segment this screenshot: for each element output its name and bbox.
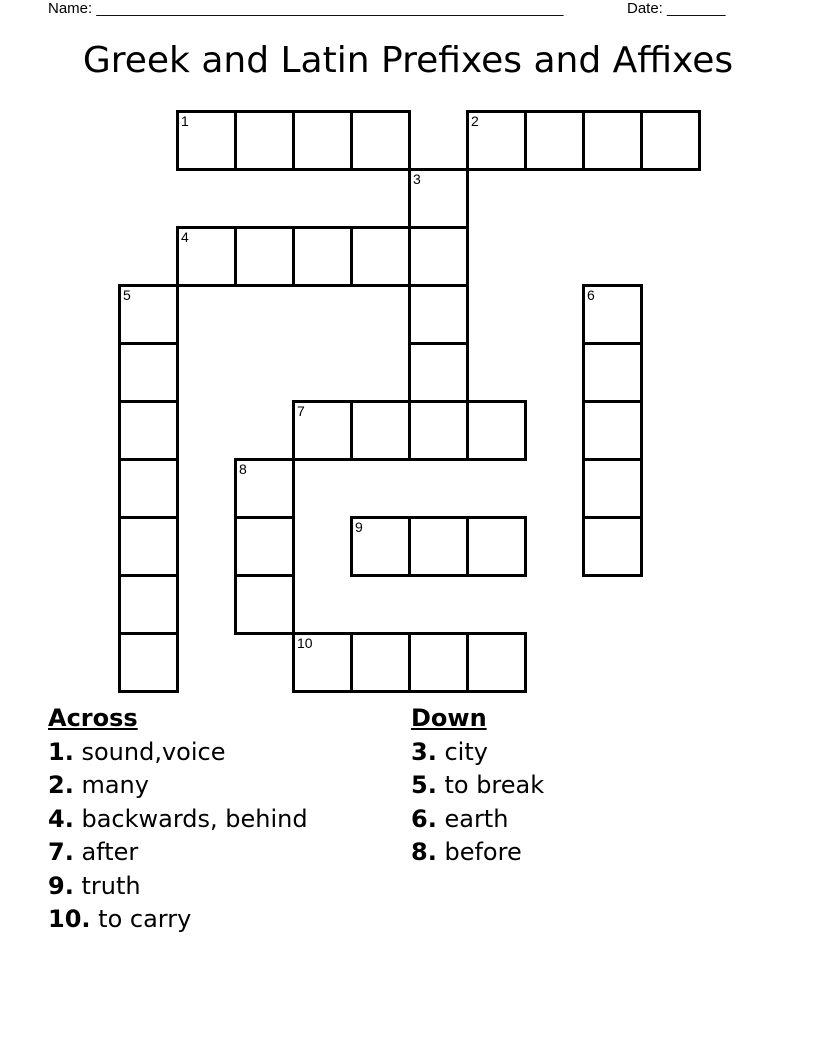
cell-number: 2 [471, 113, 479, 129]
crossword-cell[interactable] [118, 458, 179, 519]
crossword-cell[interactable] [234, 110, 295, 171]
clue-item [411, 803, 544, 837]
cell-number: 3 [413, 171, 421, 187]
crossword-cell[interactable] [118, 400, 179, 461]
crossword-cell[interactable] [582, 284, 643, 345]
crossword-cell[interactable] [176, 226, 237, 287]
clue-text: earth [444, 804, 509, 833]
date-field-label: Date: _______ [627, 0, 726, 17]
crossword-cell[interactable] [176, 110, 237, 171]
crossword-cell[interactable] [234, 226, 295, 287]
name-field-label: Name: ________________________________________________________ [48, 0, 564, 17]
cell-number: 1 [181, 113, 189, 129]
crossword-cell[interactable] [408, 226, 469, 287]
crossword-cell[interactable] [350, 632, 411, 693]
crossword-cell[interactable] [582, 400, 643, 461]
clue-number: 3. [411, 737, 437, 766]
crossword-cell[interactable] [582, 458, 643, 519]
clue-text: to break [444, 771, 545, 799]
down-clues [411, 702, 544, 870]
clue-text: sound,voice [81, 737, 226, 766]
cell-number: 5 [123, 287, 131, 303]
crossword-cell[interactable] [466, 400, 527, 461]
clue-item [48, 769, 308, 803]
crossword-cell[interactable] [292, 226, 353, 287]
cell-number: 9 [355, 519, 363, 535]
clue-number: 9. [48, 871, 74, 900]
clue-item [48, 736, 308, 770]
crossword-cell[interactable] [582, 516, 643, 577]
crossword-cell[interactable] [582, 342, 643, 403]
clue-number: 6. [411, 804, 437, 833]
page-title: Greek and Latin Prefixes and Affixes [82, 40, 734, 81]
crossword-cell[interactable] [234, 458, 295, 519]
clue-text: truth [81, 871, 141, 900]
crossword-cell[interactable] [408, 632, 469, 693]
crossword-cell[interactable] [582, 110, 643, 171]
clue-text: after [81, 838, 139, 866]
clue-number: 1. [48, 737, 74, 766]
clue-text: to carry [98, 905, 192, 933]
crossword-cell[interactable] [524, 110, 585, 171]
crossword-cell[interactable] [118, 632, 179, 693]
crossword-cell[interactable] [408, 284, 469, 345]
crossword-cell[interactable] [118, 342, 179, 403]
clue-text: city [444, 737, 488, 766]
crossword-cell[interactable] [292, 400, 353, 461]
crossword-cell[interactable] [350, 400, 411, 461]
clue-number: 5. [411, 771, 437, 799]
crossword-cell[interactable] [408, 168, 469, 229]
cell-number: 4 [181, 229, 189, 245]
crossword-cell[interactable] [118, 516, 179, 577]
crossword-cell[interactable] [118, 284, 179, 345]
crossword-cell[interactable] [234, 516, 295, 577]
crossword-cell[interactable] [466, 632, 527, 693]
crossword-cell[interactable] [640, 110, 701, 171]
clue-item [48, 870, 308, 904]
crossword-cell[interactable] [350, 516, 411, 577]
clue-text: before [444, 838, 522, 866]
cell-number: 7 [297, 403, 305, 419]
down-heading: Down [411, 704, 487, 732]
clue-text: backwards, behind [81, 804, 308, 833]
clue-text: many [81, 771, 149, 799]
clue-item [411, 769, 544, 803]
clue-number: 8. [411, 838, 437, 866]
clue-item [411, 736, 544, 770]
across-clues [48, 702, 308, 937]
clue-item [48, 836, 308, 870]
cell-number: 10 [297, 635, 313, 651]
clue-number: 10. [48, 905, 91, 933]
cell-number: 8 [239, 461, 247, 477]
clue-item [411, 836, 544, 870]
crossword-cell[interactable] [408, 400, 469, 461]
cell-number: 6 [587, 287, 595, 303]
clue-item [48, 803, 308, 837]
clue-number: 7. [48, 838, 74, 866]
across-heading: Across [48, 704, 138, 732]
crossword-cell[interactable] [234, 574, 295, 635]
crossword-cell[interactable] [408, 516, 469, 577]
clue-item [48, 903, 308, 937]
crossword-cell[interactable] [292, 110, 353, 171]
crossword-cell[interactable] [118, 574, 179, 635]
clue-number: 4. [48, 804, 74, 833]
crossword-cell[interactable] [350, 110, 411, 171]
crossword-cell[interactable] [466, 516, 527, 577]
clue-number: 2. [48, 771, 74, 799]
crossword-cell[interactable] [350, 226, 411, 287]
crossword-cell[interactable] [292, 632, 353, 693]
crossword-cell[interactable] [466, 110, 527, 171]
crossword-cell[interactable] [408, 342, 469, 403]
